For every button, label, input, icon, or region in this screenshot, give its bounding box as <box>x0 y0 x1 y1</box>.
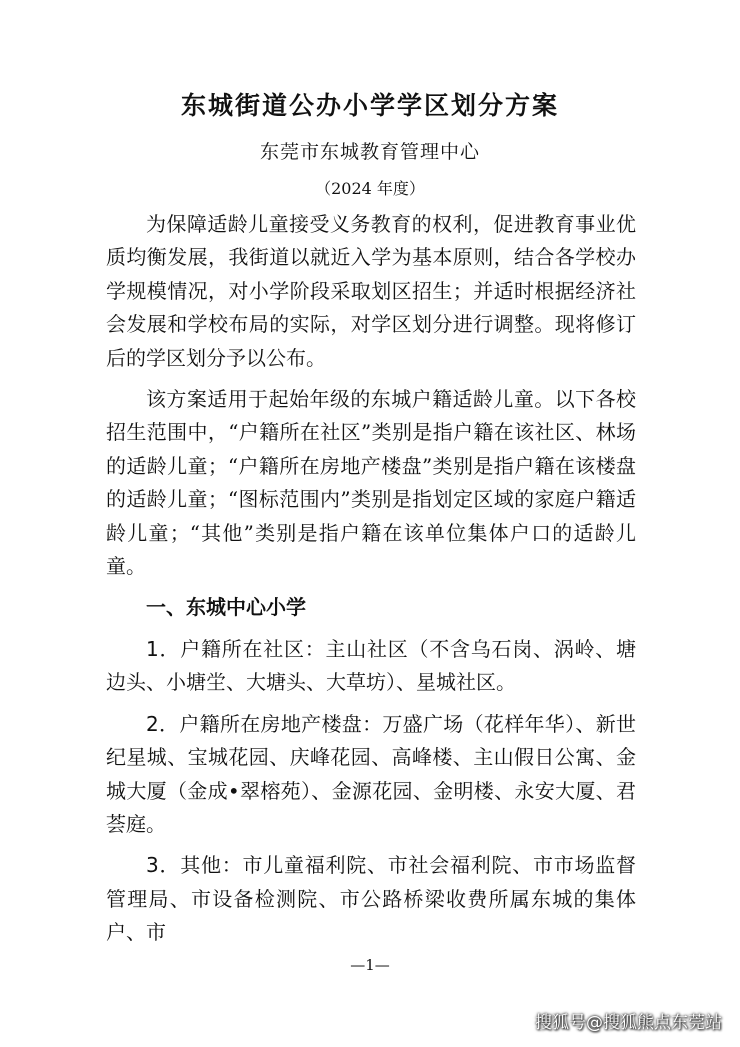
item-text: 主山社区（不含乌石岗、涡岭、塘边头、小塘坣、大塘头、大草坊）、星城社区。 <box>106 636 637 695</box>
document-title: 东城街道公办小学学区划分方案 <box>180 91 559 120</box>
item-number: 1． <box>146 636 181 661</box>
item-text: 市儿童福利院、市社会福利院、市市场监督管理局、市设备检测院、市公路桥梁收费所属东城的集体户、市 <box>106 853 637 945</box>
item-number: 2． <box>146 711 180 736</box>
item-number: 3． <box>146 853 181 878</box>
section-heading: 一、东城中心小学 <box>146 595 306 620</box>
document-year: （2024 年度） <box>315 179 425 198</box>
paragraph-scope: 该方案适用于起始年级的东城户籍适龄儿童。以下各校招生范围中，“户籍所在社区”类别是指户籍在该社区、林场的适龄儿童；“户籍所在房地产楼盘”类别是指户籍在该楼盘的适龄儿童；“图标范围内”类别是指划定区域的家庭户籍适龄儿童；“其他”类别是指户籍在该单位集体户口的适龄儿童。 <box>106 387 636 579</box>
item-label: 户籍所在房地产楼盘： <box>179 711 383 736</box>
issuer-name: 东莞市东城教育管理中心 <box>259 141 480 163</box>
list-item <box>106 633 636 700</box>
document-body <box>106 208 636 958</box>
item-text: 万盛广场（花样年华）、新世纪星城、宝城花园、庆峰花园、高峰楼、主山假日公寓、金城大厦（金成•翠榕苑）、金源花园、金明楼、永安大厦、君荟庭。 <box>106 711 637 836</box>
page-number: —1— <box>350 956 390 974</box>
item-label: 其他： <box>180 853 243 878</box>
watermark: 搜狐号@搜狐熊点东莞站 <box>535 1013 722 1033</box>
list-item <box>106 849 636 949</box>
paragraph-intro: 为保障适龄儿童接受义务教育的权利，促进教育事业优质均衡发展，我街道以就近入学为基本原则，结合各学校办学规模情况，对小学阶段采取划区招生；并适时根据经济社会发展和学校布局的实际，对学区划分进行调整。现将修订后的学区划分予以公布。 <box>106 212 636 370</box>
item-label: 户籍所在社区： <box>180 636 326 661</box>
list-item <box>106 708 636 842</box>
